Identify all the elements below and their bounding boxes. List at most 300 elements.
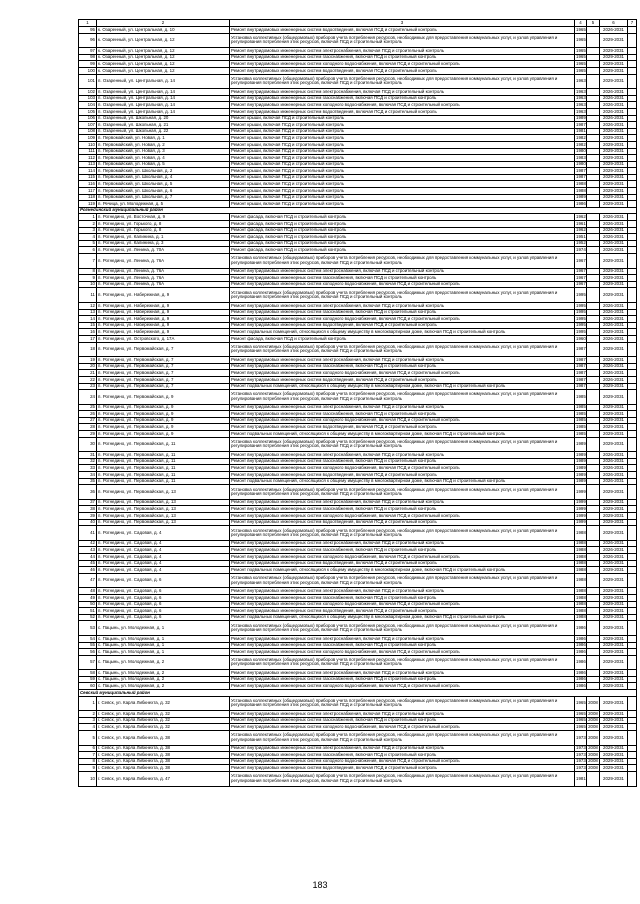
planned-period-cell: 2029-2031 (600, 485, 628, 500)
blank-cell (628, 370, 637, 377)
table-row (79, 437, 637, 452)
row-number: 8 (79, 758, 97, 765)
planned-period-cell: 2029-2031 (600, 74, 628, 89)
table-row (79, 322, 637, 329)
commissioning-year-cell: 1986 (576, 669, 586, 675)
work-type-cell: Ремонт внутридомовых инженерных систем водоотведения, включая ПСД и строительный контроль (230, 424, 575, 431)
row-number: 114 (79, 168, 97, 175)
table-row (79, 567, 637, 574)
table-row (79, 696, 637, 711)
commissioning-year-cell: 1987 (576, 383, 586, 389)
row-number: 34 (79, 472, 97, 479)
work-type-cell: Ремонт внутридомовых инженерных систем электроснабжения, включая ПСД и строительный контроль (230, 452, 575, 459)
work-type-cell: Ремонт внутридомовых инженерных систем холодного водоснабжения, включая ПСД и строительный контроль (230, 724, 575, 731)
row-number: 35 (79, 478, 97, 485)
row-number: 107 (79, 122, 97, 129)
commissioning-year-cell: 1986 (576, 200, 586, 206)
work-type-cell: Ремонт внутридомовых инженерных систем водоотведения, включая ПСД и строительный контроль (230, 322, 575, 329)
last-repair-year-cell (587, 74, 600, 89)
address-cell: г. Севск, ул. Карла Либкнехта, д. 38 (97, 745, 230, 752)
row-number: 45 (79, 560, 97, 567)
work-type-cell: Ремонт крыши, включая ПСД и строительный контроль (230, 135, 575, 142)
row-number: 39 (79, 513, 97, 520)
commissioning-year-cell: 1987 (576, 167, 586, 173)
row-number: 58 (79, 670, 97, 677)
address-cell: п. Рогнедино, ул. Набережная, д. 9 (97, 316, 230, 323)
last-repair-year-cell (587, 390, 600, 405)
address-cell: г. Севск, ул. Карла Либкнехта, д. 32 (97, 711, 230, 718)
planned-period-cell: 2029-2031 (600, 383, 628, 390)
last-repair-year-cell (587, 168, 600, 175)
commissioning-year-cell: 1988 (576, 594, 586, 600)
commissioning-year-cell: 1986 (575, 621, 587, 636)
work-type-cell: Ремонт внутридомовых инженерных систем водоотведения, включая ПСД и строительный контроль (230, 27, 575, 34)
blank-cell (628, 174, 637, 181)
row-number: 4 (79, 724, 97, 731)
row-number: 108 (79, 128, 97, 135)
work-type-cell: Ремонт внутридомовых инженерных систем газоснабжения, включая ПСД и строительный контроль (230, 411, 575, 418)
commissioning-year-cell: 1973 (576, 758, 586, 764)
last-repair-year-cell (587, 148, 600, 155)
planned-period-cell: 2029-2031 (600, 717, 628, 724)
commissioning-year-cell: 1988 (576, 587, 586, 593)
planned-period-cell: 2026-2031 (600, 465, 628, 472)
planned-period-cell: 2029-2031 (600, 765, 628, 772)
commissioning-year-cell: 1952 (576, 240, 586, 246)
table-row (79, 329, 637, 336)
blank-cell (628, 731, 637, 746)
column-number-1: 1 (79, 20, 97, 27)
planned-period-cell: 2026-2031 (600, 357, 628, 364)
last-repair-year-cell (587, 115, 600, 122)
commissioning-year-cell: 1963 (576, 108, 586, 114)
blank-cell (628, 417, 637, 424)
row-number: 50 (79, 601, 97, 608)
work-type-cell: Ремонт внутридомовых инженерных систем газоснабжения, включая ПСД и строительный контроль (230, 95, 575, 102)
address-cell: п. Рогнедино, ул. Первомайская, д. 7 (97, 357, 230, 364)
commissioning-year-cell: 1967 (576, 274, 586, 280)
commissioning-year-cell: 1988 (576, 601, 586, 607)
address-cell: п. Рогнедино, ул. Садовая, д. 6 (97, 614, 230, 621)
blank-cell (628, 161, 637, 168)
table-row (79, 54, 637, 61)
blank-cell (628, 363, 637, 370)
row-number: 60 (79, 683, 97, 690)
commissioning-year-cell: 1985 (576, 430, 586, 436)
planned-period-cell: 2026-2031 (600, 221, 628, 228)
table-row (79, 390, 637, 405)
row-number: 30 (79, 437, 97, 452)
commissioning-year-cell: 1988 (576, 181, 586, 187)
table-row (79, 670, 637, 677)
planned-period-cell: 2029-2031 (600, 655, 628, 670)
column-number-3: 3 (230, 20, 575, 27)
planned-period-cell: 2029-2031 (600, 676, 628, 683)
last-repair-year-cell (587, 567, 600, 574)
row-number: 95 (79, 27, 97, 34)
work-type-cell: Установка коллективных (общедомовых) приборов учета потребления ресурсов, необходимых для предоставления коммунальных услуг, и узлов управления и регулирования потребления этих ресурсов, включая ПСД и строительный контроль (230, 731, 575, 746)
work-type-cell: Ремонт внутридомовых инженерных систем газоснабжения, включая ПСД и строительный контроль (230, 363, 575, 370)
blank-cell (628, 135, 637, 142)
commissioning-year-cell: 1965 (576, 724, 586, 730)
address-cell: п. Рогнедино, ул. Садовая, д. 6 (97, 601, 230, 608)
address-cell: п. Первомайский, ул. Школьная, д. 6 (97, 188, 230, 195)
last-repair-year-cell (587, 302, 600, 309)
work-type-cell: Ремонт крыши, включая ПСД и строительный контроль (230, 194, 575, 201)
table-row (79, 221, 637, 228)
blank-cell (628, 201, 637, 208)
work-type-cell: Ремонт внутридомовых инженерных систем электроснабжения, включая ПСД и строительный контроль (230, 499, 575, 506)
row-number: 37 (79, 499, 97, 506)
commissioning-year-cell: 1988 (576, 607, 586, 613)
table-row (79, 526, 637, 541)
address-cell: п. Рогнедино, ул. Первомайская, д. 9 (97, 424, 230, 431)
blank-cell (628, 513, 637, 520)
last-repair-year-cell (587, 67, 600, 74)
table-row (79, 513, 637, 520)
last-repair-year-cell (587, 48, 600, 55)
table-row (79, 772, 637, 787)
work-type-cell: Установка коллективных (общедомовых) приборов учета потребления ресурсов, необходимых для предоставления коммунальных услуг, и узлов управления и регулирования потребления этих ресурсов, включая ПСД и строительный контроль (230, 342, 575, 357)
row-number: 4 (79, 234, 97, 241)
commissioning-year-cell: 1986 (576, 642, 586, 648)
commissioning-year-cell: 1988 (576, 553, 586, 559)
planned-period-cell: 2026-2031 (600, 316, 628, 323)
table-row (79, 357, 637, 364)
planned-period-cell: 2029-2031 (600, 731, 628, 746)
planned-period-cell: 2029-2031 (600, 649, 628, 656)
table-row (79, 95, 637, 102)
commissioning-year-cell: 1999 (576, 519, 586, 525)
planned-period-cell: 2029-2031 (600, 614, 628, 621)
work-type-cell: Ремонт внутридомовых инженерных систем водоотведения, включая ПСД и строительный контроль (230, 765, 575, 772)
last-repair-year-cell: 2008 (588, 751, 598, 757)
table-row (79, 201, 637, 208)
work-type-cell: Ремонт внутридомовых инженерных систем электроснабжения, включая ПСД и строительный контроль (230, 540, 575, 547)
work-type-cell: Ремонт фасада, включая ПСД и строительный контроль (230, 221, 575, 228)
last-repair-year-cell (587, 649, 600, 656)
row-number: 116 (79, 181, 97, 188)
table-row (79, 601, 637, 608)
work-type-cell: Ремонт внутридомовых инженерных систем электроснабжения, включая ПСД и строительный контроль (230, 268, 575, 275)
commissioning-year-cell: 1987 (576, 356, 586, 362)
table-row (79, 141, 637, 148)
address-cell: п. Озаренный, ул. Центральная, д. 14 (97, 74, 230, 89)
row-number: 2 (79, 711, 97, 718)
work-type-cell: Ремонт подвальных помещений, относящихся к общему имуществу в многоквартирном доме, включая ПСД и строительный контроль (230, 567, 575, 574)
planned-period-cell: 2029-2031 (600, 148, 628, 155)
last-repair-year-cell (587, 370, 600, 377)
blank-cell (628, 27, 637, 34)
blank-cell (628, 437, 637, 452)
row-number: 3 (79, 227, 97, 234)
page-number: 183 (312, 880, 328, 890)
commissioning-year-cell: 1986 (576, 676, 586, 682)
work-type-cell: Ремонт крыши, включая ПСД и строительный контроль (230, 168, 575, 175)
commissioning-year-cell: 1965 (576, 54, 586, 60)
planned-period-cell: 2026-2031 (600, 540, 628, 547)
commissioning-year-cell: 1962 (576, 227, 586, 233)
repair-schedule-table (78, 19, 637, 787)
last-repair-year-cell (587, 614, 600, 621)
planned-period-cell: 2029-2031 (600, 437, 628, 452)
address-cell: с. Пацынь, ул. Молодежная, д. 2 (97, 655, 230, 670)
work-type-cell: Ремонт крыши, включая ПСД и строительный контроль (230, 161, 575, 168)
work-type-cell: Ремонт внутридомовых инженерных систем холодного водоснабжения, включая ПСД и строительный контроль (230, 601, 575, 608)
planned-period-cell: 2029-2031 (600, 711, 628, 718)
address-cell: п. Рогнедино, ул. Садовая, д. 6 (97, 573, 230, 588)
row-number: 9 (79, 275, 97, 282)
last-repair-year-cell: 2008 (588, 765, 598, 770)
commissioning-year-cell: 1965 (576, 60, 586, 66)
planned-period-cell: 2029-2031 (600, 390, 628, 405)
blank-cell (628, 48, 637, 55)
address-cell: п. Рогнедино, ул. Набережная, д. 9 (97, 302, 230, 309)
planned-period-cell: 2029-2031 (600, 642, 628, 649)
work-type-cell: Ремонт подвальных помещений, относящихся к общему имуществу в многоквартирном доме, включая ПСД и строительный контроль (230, 478, 575, 485)
commissioning-year-cell: 1995 (576, 328, 586, 334)
address-cell: с. Пацынь, ул. Молодежная, д. 1 (97, 635, 230, 642)
last-repair-year-cell (587, 655, 600, 670)
planned-period-cell: 2026-2031 (600, 458, 628, 465)
address-cell: п. Озаренный, ул. Школьная, д. 22 (97, 128, 230, 135)
planned-period-cell: 2029-2031 (600, 594, 628, 601)
planned-period-cell: 2029-2031 (600, 601, 628, 608)
last-repair-year-cell (587, 316, 600, 323)
blank-cell (628, 567, 637, 574)
row-number: 9 (79, 765, 97, 772)
row-number: 33 (79, 465, 97, 472)
address-cell: п. Рогнедино, ул. Первомайская, д. 9 (97, 411, 230, 418)
table-row (79, 214, 637, 221)
address-cell: п. Рогнедино, ул. Горького, д. 8 (97, 221, 230, 228)
last-repair-year-cell: 2008 (588, 724, 598, 730)
planned-period-cell: 2029-2031 (600, 411, 628, 418)
table-row (79, 115, 637, 122)
planned-period-cell: 2026-2031 (600, 122, 628, 129)
work-type-cell: Ремонт внутридомовых инженерных систем холодного водоснабжения, включая ПСД и строительный контроль (230, 370, 575, 377)
commissioning-year-cell: 1999 (575, 485, 587, 500)
address-cell: п. Озаренный, ул. Школьная, д. 20 (97, 115, 230, 122)
blank-cell (628, 67, 637, 74)
commissioning-year-cell: 1980 (576, 148, 586, 154)
last-repair-year-cell (587, 322, 600, 329)
planned-period-cell: 2026-2031 (600, 452, 628, 459)
blank-cell (628, 268, 637, 275)
table-row (79, 335, 637, 342)
table-row (79, 506, 637, 513)
work-type-cell: Установка коллективных (общедомовых) приборов учета потребления ресурсов, необходимых для предоставления коммунальных услуг, и узлов управления и регулирования потребления этих ресурсов, включая ПСД и строительный контроль (230, 696, 575, 711)
table-row (79, 655, 637, 670)
commissioning-year-cell: 1963 (576, 101, 586, 107)
last-repair-year-cell (587, 281, 600, 288)
row-number: 3 (79, 717, 97, 724)
address-cell: п. Рогнедино, ул. Первомайская, д. 13 (97, 519, 230, 526)
work-type-cell: Ремонт подвальных помещений, относящихся к общему имуществу в многоквартирном доме, включая ПСД и строительный контроль (230, 431, 575, 438)
planned-period-cell: 2029-2031 (600, 683, 628, 690)
row-number: 98 (79, 54, 97, 61)
blank-cell (628, 472, 637, 479)
planned-period-cell: 2029-2031 (600, 588, 628, 595)
last-repair-year-cell (587, 547, 600, 554)
commissioning-year-cell: 1965 (576, 67, 586, 73)
blank-cell (628, 128, 637, 135)
last-repair-year-cell (587, 621, 600, 636)
commissioning-year-cell: 1988 (576, 546, 586, 552)
address-cell: п. Рогнедино, ул. Садовая, д. 4 (97, 567, 230, 574)
row-number: 100 (79, 67, 97, 74)
address-cell: п. Рогнедино, ул. Первомайская, д. 9 (97, 417, 230, 424)
address-cell: г. Севск, ул. Карла Либкнехта, д. 38 (97, 752, 230, 759)
last-repair-year-cell: 2008 (587, 696, 600, 711)
commissioning-year-cell: 1985 (576, 404, 586, 410)
row-number: 15 (79, 322, 97, 329)
table-row (79, 683, 637, 690)
table-row (79, 431, 637, 438)
blank-cell (628, 573, 637, 588)
commissioning-year-cell: 1982 (576, 134, 586, 140)
table-row (79, 309, 637, 316)
planned-period-cell: 2026-2031 (600, 322, 628, 329)
row-number: 53 (79, 621, 97, 636)
table-row (79, 48, 637, 55)
row-number: 47 (79, 573, 97, 588)
table-row (79, 148, 637, 155)
table-row (79, 465, 637, 472)
last-repair-year-cell (587, 89, 600, 96)
commissioning-year-cell: 1986 (575, 655, 587, 670)
work-type-cell: Ремонт внутридомовых инженерных систем газоснабжения, включая ПСД и строительный контроль (230, 506, 575, 513)
last-repair-year-cell (587, 437, 600, 452)
row-number: 109 (79, 135, 97, 142)
header-row (79, 20, 637, 27)
blank-cell (628, 594, 637, 601)
planned-period-cell: 2029-2031 (600, 745, 628, 752)
address-cell: п. Рогнедино, ул. Садовая, д. 4 (97, 526, 230, 541)
row-number: 99 (79, 61, 97, 68)
blank-cell (628, 288, 637, 303)
planned-period-cell: 2029-2031 (600, 752, 628, 759)
last-repair-year-cell (587, 411, 600, 418)
planned-period-cell: 2026-2031 (600, 227, 628, 234)
commissioning-year-cell: 1995 (576, 302, 586, 308)
planned-period-cell: 2026-2031 (600, 247, 628, 254)
work-type-cell: Ремонт внутридомовых инженерных систем газоснабжения, включая ПСД и строительный контроль (230, 717, 575, 724)
blank-cell (628, 168, 637, 175)
planned-period-cell: 2026-2031 (600, 234, 628, 241)
work-type-cell: Ремонт внутридомовых инженерных систем электроснабжения, включая ПСД и строительный контроль (230, 89, 575, 96)
blank-cell (628, 431, 637, 438)
last-repair-year-cell (587, 201, 600, 208)
section-row (79, 690, 637, 697)
table-row (79, 614, 637, 621)
row-number: 44 (79, 553, 97, 560)
table-row (79, 181, 637, 188)
address-cell: к. Озаренный, ул. Центральная, д. 12 (97, 61, 230, 68)
row-number: 18 (79, 342, 97, 357)
column-number-7: 7 (628, 20, 637, 27)
work-type-cell: Ремонт внутридомовых инженерных систем газоснабжения, включая ПСД и строительный контроль (230, 547, 575, 554)
planned-period-cell: 2026-2031 (600, 335, 628, 342)
address-cell: к. Озаренный, ул. Центральная, д. 12 (97, 33, 230, 48)
work-type-cell: Ремонт внутридомовых инженерных систем водоотведения, включая ПСД и строительный контроль (230, 376, 575, 383)
address-cell: п. Первомайский, ул. Школьная, д. 5 (97, 181, 230, 188)
row-number: 59 (79, 676, 97, 683)
last-repair-year-cell (587, 670, 600, 677)
blank-cell (628, 655, 637, 670)
work-type-cell: Ремонт внутридомовых инженерных систем водоотведения, включая ПСД и строительный контроль (230, 472, 575, 479)
table-row (79, 363, 637, 370)
work-type-cell: Ремонт внутридомовых инженерных систем водоотведения, включая ПСД и строительный контроль (230, 608, 575, 615)
table-row (79, 108, 637, 115)
blank-cell (628, 122, 637, 129)
work-type-cell: Ремонт внутридомовых инженерных систем холодного водоснабжения, включая ПСД и строительный контроль (230, 513, 575, 520)
planned-period-cell: 2029-2031 (600, 135, 628, 142)
row-number: 102 (79, 89, 97, 96)
last-repair-year-cell (587, 376, 600, 383)
blank-cell (628, 181, 637, 188)
planned-period-cell: 2029-2031 (600, 155, 628, 162)
last-repair-year-cell (587, 588, 600, 595)
commissioning-year-cell: 1983 (576, 154, 586, 160)
last-repair-year-cell (587, 404, 600, 411)
table-row (79, 485, 637, 500)
row-number: 117 (79, 188, 97, 195)
row-number: 106 (79, 115, 97, 122)
work-type-cell: Установка коллективных (общедомовых) приборов учета потребления ресурсов, необходимых для предоставления коммунальных услуг, и узлов управления и регулирования потребления этих ресурсов, включая ПСД и строительный контроль (230, 254, 575, 269)
row-number: 43 (79, 547, 97, 554)
work-type-cell: Установка коллективных (общедомовых) приборов учета потребления ресурсов, необходимых для предоставления коммунальных услуг, и узлов управления и регулирования потребления этих ресурсов, включая ПСД и строительный контроль (230, 526, 575, 541)
address-cell: п. Рогнедино, ул. Первомайская, д. 7 (97, 363, 230, 370)
work-type-cell: Ремонт фасада, включая ПСД и строительный контроль (230, 227, 575, 234)
last-repair-year-cell (587, 357, 600, 364)
commissioning-year-cell: 1989 (576, 194, 586, 200)
address-cell: п. Рогнедино, ул. Набережная, д. 9 (97, 329, 230, 336)
last-repair-year-cell (587, 234, 600, 241)
blank-cell (628, 227, 637, 234)
blank-cell (628, 194, 637, 201)
row-number: 21 (79, 370, 97, 377)
row-number: 36 (79, 485, 97, 500)
last-repair-year-cell (587, 275, 600, 282)
blank-cell (628, 214, 637, 221)
work-type-cell: Ремонт внутридомовых инженерных систем холодного водоснабжения, включая ПСД и строительный контроль (230, 281, 575, 288)
address-cell: п. Рогнедино, ул. Садовая, д. 6 (97, 588, 230, 595)
address-cell: п. Рогнедино, ул. Ленина, д. 76А (97, 275, 230, 282)
last-repair-year-cell (587, 506, 600, 513)
commissioning-year-cell: 1987 (576, 369, 586, 375)
row-number: 19 (79, 357, 97, 364)
address-cell: п. Рогнедино, ул. Садовая, д. 6 (97, 594, 230, 601)
blank-cell (628, 54, 637, 61)
row-number: 51 (79, 608, 97, 615)
commissioning-year-cell: 1988 (576, 187, 586, 193)
column-number-2: 2 (97, 20, 230, 27)
work-type-cell: Ремонт внутридомовых инженерных систем водоотведения, включая ПСД и строительный контроль (230, 67, 575, 74)
table-row (79, 711, 637, 718)
table-row (79, 472, 637, 479)
last-repair-year-cell (587, 642, 600, 649)
planned-period-cell: 2029-2031 (600, 61, 628, 68)
table-row (79, 588, 637, 595)
blank-cell (628, 601, 637, 608)
planned-period-cell: 2029-2031 (600, 194, 628, 201)
blank-cell (628, 478, 637, 485)
row-number: 26 (79, 411, 97, 418)
blank-cell (628, 540, 637, 547)
table-row (79, 161, 637, 168)
table-row (79, 383, 637, 390)
